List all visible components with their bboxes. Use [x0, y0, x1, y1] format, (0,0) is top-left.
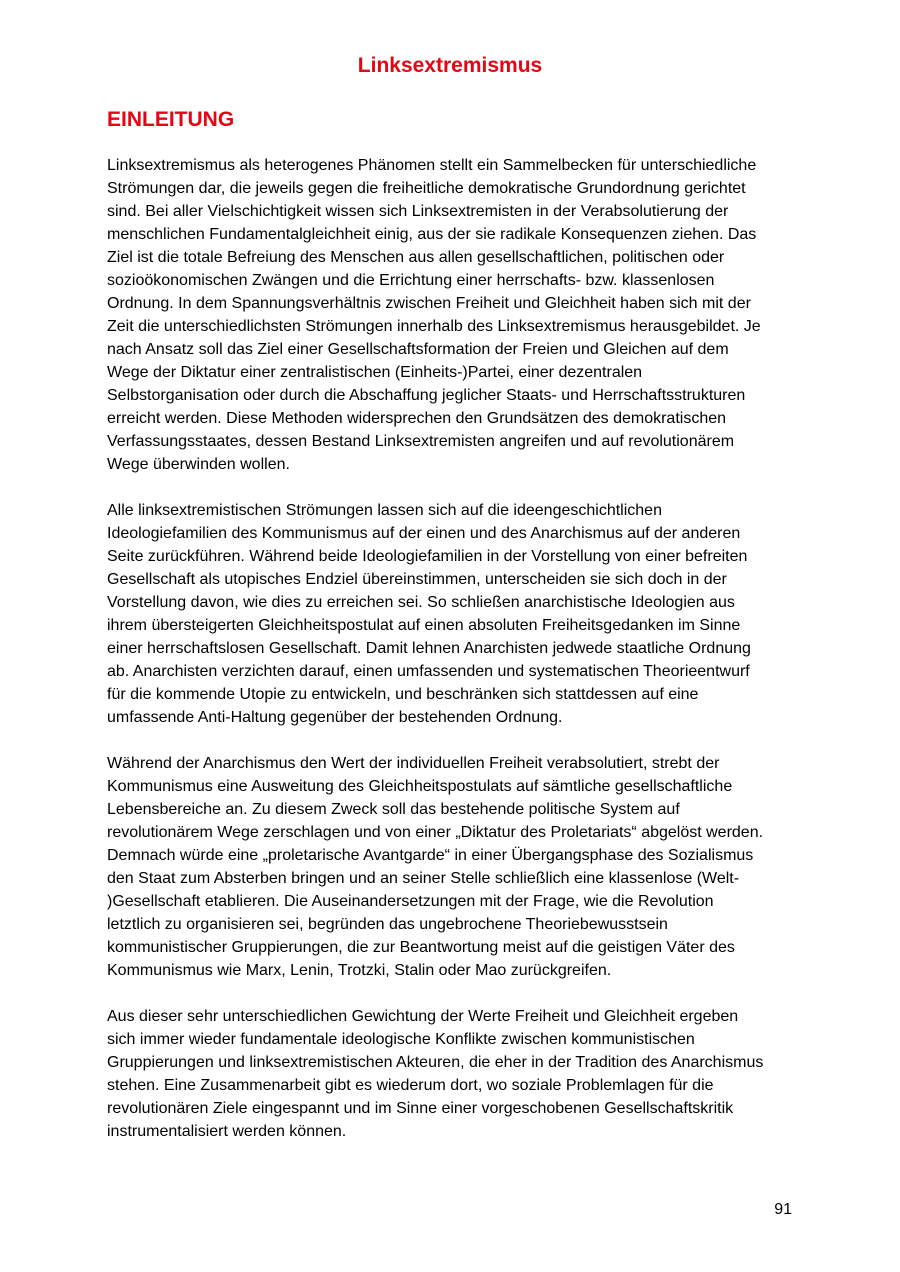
text-line: instrumentalisiert werden können.: [107, 1123, 347, 1140]
text-line: Lebensbereiche an. Zu diesem Zweck soll das bestehende politische System auf: [107, 801, 680, 818]
text-line: Zeit die unterschiedlichsten Strömungen innerhalb des Linksextremismus herausgebildet. Je: [107, 318, 761, 335]
text-line: Vorstellung davon, wie dies zu erreichen sei. So schließen anarchistische Ideologien aus: [107, 594, 735, 611]
section-title: EINLEITUNG: [107, 108, 235, 131]
text-line: revolutionärem Wege zerschlagen und von einer „Diktatur des Proletariats“ abgelöst werden.: [107, 824, 764, 841]
text-line: umfassende Anti-Haltung gegenüber der bestehenden Ordnung.: [107, 709, 563, 726]
text-line: Ordnung. In dem Spannungsverhältnis zwischen Freiheit und Gleichheit haben sich mit der: [107, 295, 751, 312]
text-line: Strömungen dar, die jeweils gegen die freiheitliche demokratische Grundordnung gerichtet: [107, 180, 746, 197]
text-line: ab. Anarchisten verzichten darauf, einen umfassenden und systematischen Theorieentwurf: [107, 663, 750, 680]
text-line: nach Ansatz soll das Ziel einer Gesellschaftsformation der Freien und Gleichen auf dem: [107, 341, 729, 358]
paragraph: [107, 499, 797, 729]
text-line: Aus dieser sehr unterschiedlichen Gewichtung der Werte Freiheit und Gleichheit ergeben: [107, 1008, 739, 1025]
text-line: Ideologiefamilien des Kommunismus auf der einen und des Anarchismus auf der anderen: [107, 525, 741, 542]
text-line: sich immer wieder fundamentale ideologische Konflikte zwischen kommunistischen: [107, 1031, 695, 1048]
text-line: Selbstorganisation oder durch die Abschaffung jeglicher Staats- und Herrschaftsstrukturen: [107, 387, 746, 404]
text-line: menschlichen Fundamentalgleichheit einig, aus der sie radikale Konsequenzen ziehen. Das: [107, 226, 757, 243]
text-line: Seite zurückführen. Während beide Ideologiefamilien in der Vorstellung von einer befreiten: [107, 548, 748, 565]
text-line: Linksextremismus als heterogenes Phänomen stellt ein Sammelbecken für unterschiedliche: [107, 157, 757, 174]
text-line: einer herrschaftslosen Gesellschaft. Damit lehnen Anarchisten jedwede staatliche Ordnung: [107, 640, 751, 657]
text-line: Gesellschaft als utopisches Endziel übereinstimmen, unterscheiden sie sich doch in der: [107, 571, 727, 588]
paragraph: [107, 752, 797, 982]
body-text: [107, 154, 797, 1166]
text-line: für die kommende Utopie zu entwickeln, und beschränken sich stattdessen auf eine: [107, 686, 699, 703]
text-line: Während der Anarchismus den Wert der individuellen Freiheit verabsolutiert, strebt der: [107, 755, 720, 772]
text-line: Wege der Diktatur einer zentralistischen (Einheits-)Partei, einer dezentralen: [107, 364, 643, 381]
text-line: revolutionären Ziele eingespannt und im Sinne einer vorgeschobenen Gesellschaftskritik: [107, 1100, 734, 1117]
text-line: sind. Bei aller Vielschichtigkeit wissen sich Linksextremisten in der Verabsolutierung der: [107, 203, 729, 220]
text-line: ihrem übersteigerten Gleichheitspostulat auf einen absoluten Freiheitsgedanken im Sinne: [107, 617, 741, 634]
paragraph: [107, 154, 797, 476]
text-line: erreicht werden. Diese Methoden widersprechen den Grundsätzen des demokratischen: [107, 410, 727, 427]
text-line: )Gesellschaft etablieren. Die Auseinandersetzungen mit der Frage, wie die Revolution: [107, 893, 714, 910]
text-line: letztlich zu organisieren sei, begründen das ungebrochene Theoriebewusstsein: [107, 916, 668, 933]
text-line: Wege überwinden wollen.: [107, 456, 290, 473]
text-line: Kommunismus wie Marx, Lenin, Trotzki, Stalin oder Mao zurückgreifen.: [107, 962, 612, 979]
text-line: stehen. Eine Zusammenarbeit gibt es wiederum dort, wo soziale Problemlagen für die: [107, 1077, 714, 1094]
text-line: kommunistischer Gruppierungen, die zur Beantwortung meist auf die geistigen Väter des: [107, 939, 735, 956]
text-line: Ziel ist die totale Befreiung des Menschen aus allen gesellschaftlichen, politischen oder: [107, 249, 725, 266]
text-line: Demnach würde eine „proletarische Avantgarde“ in einer Übergangsphase des Sozialismus: [107, 847, 754, 864]
text-line: Verfassungsstaates, dessen Bestand Linksextremisten angreifen und auf revolutionärem: [107, 433, 735, 450]
paragraph: [107, 1005, 797, 1143]
page-header: Linksextremismus: [357, 54, 543, 77]
page-number: 91: [774, 1201, 792, 1218]
text-line: Alle linksextremistischen Strömungen lassen sich auf die ideengeschichtlichen: [107, 502, 662, 519]
text-line: den Staat zum Absterben bringen und an seiner Stelle schließlich eine klassenlose (Welt-: [107, 870, 740, 887]
text-line: Gruppierungen und linksextremistischen Akteuren, die eher in der Tradition des Anarchismus: [107, 1054, 764, 1071]
text-line: Kommunismus eine Ausweitung des Gleichheitspostulats auf sämtliche gesellschaftliche: [107, 778, 733, 795]
text-line: sozioökonomischen Zwängen und die Errichtung einer herrschafts- bzw. klassenlosen: [107, 272, 715, 289]
